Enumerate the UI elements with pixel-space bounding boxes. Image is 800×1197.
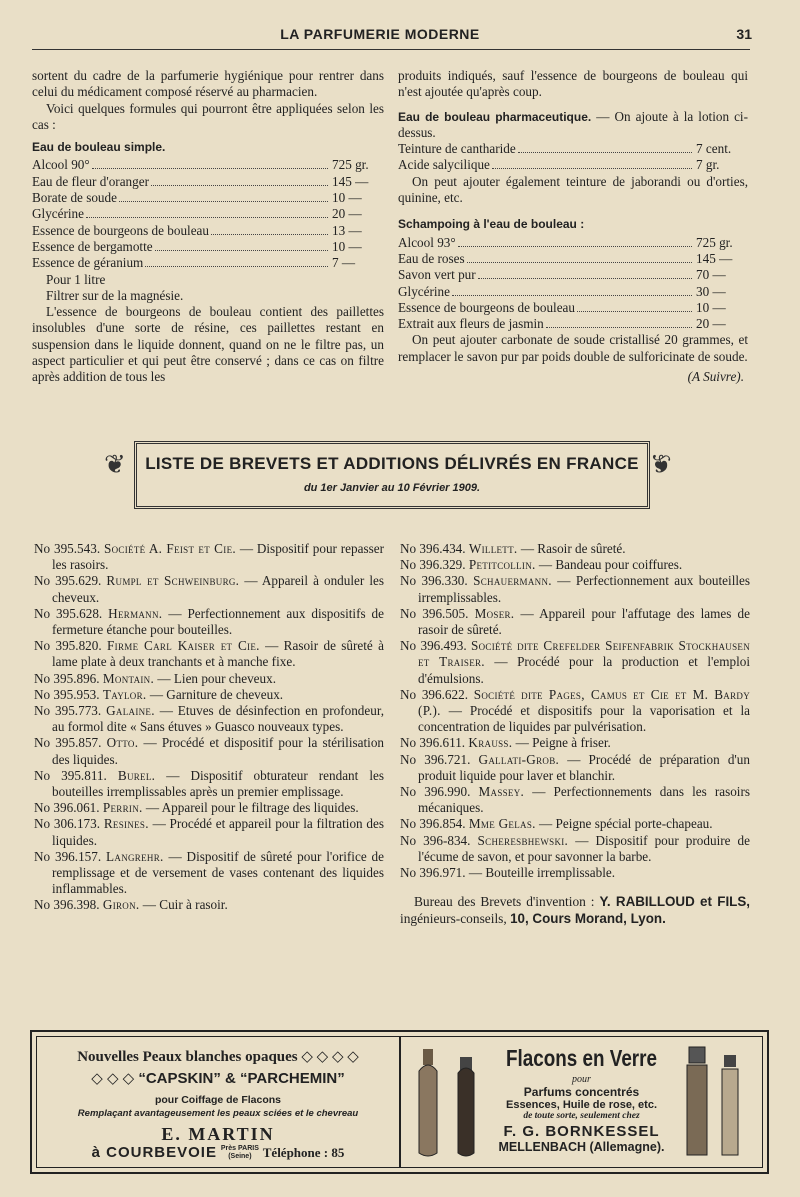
ingredient-name: Acide salycilique <box>398 157 490 173</box>
dot-leader <box>155 250 328 251</box>
patent-entry <box>400 638 750 687</box>
patent-number: No 396.157. <box>34 848 102 864</box>
patent-number: No 395.857. <box>34 735 102 751</box>
patent-number: No 396.330. <box>400 573 468 589</box>
patent-holder: Schauermann. <box>473 573 552 589</box>
patent-holder: Société dite Crefelder Seifenfabrik Stockhausen et Traiser. <box>418 638 750 670</box>
recipe-yield: Pour 1 litre <box>46 271 106 287</box>
patent-holder: Taylor. <box>102 686 147 702</box>
simple-recipe-row <box>32 206 384 222</box>
patent-holder: Krauss. <box>468 735 513 751</box>
patent-number: No 396.434. <box>400 541 466 556</box>
shampoo-recipe-row <box>398 251 748 267</box>
ingredient-quantity: 70 — <box>696 267 726 283</box>
patent-number: No 396.622. <box>400 686 468 702</box>
patent-holder: Société dite Pages, Camus et Cie et M. Bardy (P.). <box>418 686 750 719</box>
banner-title: LISTE DE BREVETS ET ADDITIONS DÉLIVRÉS EN FRANCE <box>145 454 639 473</box>
simple-recipe-row <box>32 174 384 190</box>
ingredient-name: Glycérine <box>32 206 84 222</box>
patent-description: — Procédé et appareil pour la filtration des liquides. <box>52 816 384 848</box>
dot-leader <box>211 234 328 235</box>
pharma-note: On peut ajouter également teinture de jaborandi ou d'orties, quinine, etc. <box>398 173 748 206</box>
patent-entry <box>400 606 750 638</box>
pharma-paragraph <box>398 109 748 142</box>
patent-entry <box>34 816 384 848</box>
patent-description: — Dispositif obturateur rendant les bouteilles irremplissables après un premier emplissage. <box>52 767 384 800</box>
patent-description: — Bouteille irremplissable. <box>468 865 616 881</box>
patent-description: — Procédé de préparation d'un produit liquide pour laver et blanchir. <box>418 751 750 783</box>
ad-bornkessel-pour: pour <box>572 1074 591 1085</box>
dot-leader <box>92 168 328 169</box>
dot-leader <box>86 217 328 218</box>
patent-entry <box>400 541 750 557</box>
ingredient-quantity: 725 gr. <box>696 234 733 250</box>
patent-entry <box>34 735 384 767</box>
dot-leader <box>119 201 328 202</box>
dot-leader <box>458 246 692 247</box>
left-article-column <box>32 68 384 386</box>
ingredient-name: Teinture de cantharide <box>398 141 516 157</box>
patent-description: — Procédé et dispositif pour la stérilisation des liquides. <box>52 735 385 767</box>
header-rule <box>32 49 750 50</box>
left-ornament-icon: ❦ <box>104 450 126 479</box>
patent-description: — Perfectionnements dans les rasoirs mécaniques. <box>418 784 750 816</box>
ingredient-name: Essence de géranium <box>32 255 144 271</box>
patent-entry <box>400 833 750 865</box>
perfume-bottle-small-icon <box>719 1053 741 1159</box>
ad-martin-phone: Téléphone : 85 <box>262 1145 345 1160</box>
perfume-bottle-icon <box>683 1045 711 1159</box>
patent-description: — Rasoir de sûreté. <box>517 541 626 556</box>
shampoo-recipe-row <box>398 316 748 332</box>
bureau-prefix: Bureau des Brevets d'invention : <box>414 894 600 910</box>
ad-bornkessel-parfums: Parfums concentrés <box>523 1085 640 1099</box>
patent-entry <box>34 606 384 638</box>
ingredient-quantity: 20 — <box>696 316 726 332</box>
patent-holder: Gallati-Grob. <box>478 751 560 767</box>
simple-recipe-row <box>32 157 384 173</box>
simple-recipe-row <box>32 190 384 206</box>
patent-number: No 395.811. <box>34 767 107 783</box>
patent-holder: Montain. <box>102 670 155 686</box>
ingredient-quantity: 145 — <box>696 250 733 266</box>
patent-holder: Burel. <box>117 767 156 783</box>
intro-paragraph-2: Voici quelques formules qui pourront être appliquées selon les cas : <box>32 100 384 132</box>
dot-leader <box>467 262 692 263</box>
advertisement-box <box>30 1030 769 1174</box>
patent-entry <box>400 752 750 784</box>
ingredient-name: Essence de bourgeons de bouleau <box>398 299 576 315</box>
patent-entry <box>34 638 384 670</box>
ingredient-name: Alcool 93° <box>398 234 456 250</box>
continued-paragraph: produits indiqués, sauf l'essence de bourgeons de bouleau qui n'est ajoutée qu'après coup. <box>398 68 748 100</box>
ingredient-quantity: 20 — <box>332 206 362 222</box>
patent-description: — Perfectionnement aux bouteilles irremplissables. <box>418 573 751 605</box>
dot-leader <box>478 278 692 279</box>
patent-number: No 395.628. <box>34 605 103 621</box>
patent-entry <box>400 816 750 832</box>
simple-recipe-row <box>32 255 384 271</box>
patent-entry <box>400 735 750 751</box>
patent-number: No 395.543. <box>34 541 101 556</box>
shampoo-recipe-row <box>398 300 748 316</box>
patent-holder: Perrin. <box>102 800 143 816</box>
patent-holder: Galaine. <box>106 703 155 719</box>
bureau-address: 10, Cours Morand, Lyon. <box>510 911 666 927</box>
patent-entry <box>34 897 384 913</box>
patent-holder: Hermann. <box>108 605 163 621</box>
dot-leader <box>151 185 328 186</box>
patent-holder: Resines. <box>103 816 149 832</box>
ad-martin-line3: pour Coiffage de Flacons <box>154 1094 281 1106</box>
patent-number: No 396.505. <box>400 605 469 621</box>
ad-martin <box>37 1037 399 1167</box>
patent-description: — Etuves de désinfection en profondeur, au formol dite « Sans étuves » Guasco nouveaux types. <box>52 703 384 735</box>
patent-number: No 396.061. <box>34 800 100 816</box>
vial-icon <box>453 1055 479 1159</box>
patent-description: — Garniture de cheveux. <box>146 686 284 702</box>
patent-entry <box>34 541 384 573</box>
patent-description: — Dispositif pour repasser les rasoirs. <box>52 541 384 573</box>
patent-description: — Appareil pour l'affutage des lames de rasoir de sûreté. <box>418 605 750 638</box>
patent-entry <box>34 849 384 898</box>
patent-holder: Massey. <box>478 784 525 800</box>
patent-holder: Giron. <box>102 897 140 913</box>
patent-description: — Appareil pour le filtrage des liquides. <box>142 800 359 816</box>
patent-entry <box>34 671 384 687</box>
ingredient-name: Savon vert pur <box>398 267 476 283</box>
advertisement-inner-frame <box>36 1036 763 1168</box>
patent-description: — Cuir à rasoir. <box>139 897 228 913</box>
patent-description: — Lien pour cheveux. <box>154 670 277 686</box>
to-be-continued: (A Suivre). <box>687 369 744 385</box>
shampoo-recipe-row <box>398 284 748 300</box>
ad-bornkessel-text <box>481 1037 682 1154</box>
pharma-recipe-row <box>398 157 748 173</box>
patent-entry <box>400 573 750 605</box>
patent-number: No 395.896. <box>34 670 100 686</box>
ad-bornkessel-sorte: de toute sorte, seulement chez <box>523 1111 640 1121</box>
patent-number: No 395.629. <box>34 573 102 589</box>
patent-list-banner <box>134 441 650 509</box>
patent-list-left <box>34 541 384 914</box>
ingredient-quantity: 7 gr. <box>696 157 720 173</box>
patent-description: — Dispositif de sûreté pour l'orifice de remplissage et de versement de vases contenant des liquides inflammables. <box>52 848 384 897</box>
patent-list-right <box>400 541 750 927</box>
right-ornament-icon: ❦ <box>650 450 672 479</box>
ingredient-quantity: 10 — <box>332 190 362 206</box>
shampoo-recipe-title: Schampoing à l'eau de bouleau : <box>398 217 585 232</box>
patent-holder: Société A. Feist et Cie. <box>104 541 236 556</box>
ingredient-name: Eau de roses <box>398 250 465 266</box>
dot-leader <box>452 295 692 296</box>
patent-number: No 396.611. <box>400 735 466 751</box>
patent-entry <box>34 768 384 800</box>
patent-description: — Perfectionnement aux dispositifs de fermeture étanche pour bouteilles. <box>52 605 384 638</box>
ingredient-name: Essence de bourgeons de bouleau <box>32 222 210 238</box>
patent-entry <box>400 865 750 881</box>
ingredient-name: Eau de fleur d'oranger <box>32 173 149 189</box>
patent-description: — Peigne spécial porte-chapeau. <box>535 816 713 832</box>
shampoo-recipe-list <box>398 235 748 333</box>
patent-description: — Appareil à onduler les cheveux. <box>52 573 384 605</box>
ingredient-quantity: 10 — <box>332 238 362 254</box>
running-header <box>20 26 752 46</box>
patent-number: No 396.854. <box>400 816 466 832</box>
ad-martin-line2: ◇ ◇ ◇ “CAPSKIN” & “PARCHEMIN” <box>91 1070 345 1087</box>
ad-martin-line1: Nouvelles Peaux blanches opaques ◇ ◇ ◇ ◇ <box>77 1049 359 1065</box>
pharma-recipe-title: Eau de bouleau pharmaceutique. <box>398 109 592 124</box>
patent-entry <box>34 573 384 605</box>
intro-paragraph-1: sortent du cadre de la parfumerie hygiénique pour rentrer dans celui du médicament composé réservé au pharmacien. <box>32 68 384 100</box>
ingredient-quantity: 10 — <box>696 299 726 315</box>
patent-entry <box>400 687 750 736</box>
patent-entry <box>34 703 384 735</box>
patent-description: — Procédé pour la production et l'emploi d'émulsions. <box>418 654 750 686</box>
simple-recipe-list <box>32 157 384 271</box>
dot-leader <box>577 311 692 312</box>
ingredient-quantity: 145 — <box>332 173 369 189</box>
ad-bornkessel-city: MELLENBACH (Allemagne). <box>498 1140 665 1154</box>
ad-martin-name: E. MARTIN <box>161 1124 275 1144</box>
patent-description: — Procédé et dispositifs pour la vaporisation et la concentration de liquides par pulvérisation. <box>418 703 750 735</box>
patent-number: No 396.493. <box>400 638 467 654</box>
recipe-filter-note: Filtrer sur de la magnésie. <box>46 287 184 303</box>
dot-leader <box>492 168 692 169</box>
patent-description: — Dispositif pour produire de l'écume de savon, et pour savonner la barbe. <box>418 832 750 864</box>
ingredient-quantity: 725 gr. <box>332 157 369 173</box>
ingredient-quantity: 30 — <box>696 283 726 299</box>
shampoo-recipe-row <box>398 267 748 283</box>
simple-recipe-row <box>32 223 384 239</box>
patent-holder: Firme Carl Kaiser et Cie. <box>107 638 260 654</box>
patent-holder: Rumpl et Schweinburg. <box>106 573 240 589</box>
patent-holder: Moser. <box>474 605 515 621</box>
ingredient-name: Extrait aux fleurs de jasmin <box>398 316 544 332</box>
ad-bornkessel <box>401 1037 762 1167</box>
patent-holder: Mme Gelas. <box>468 816 536 832</box>
ingredient-quantity: 13 — <box>332 222 362 238</box>
ad-bornkessel-headline: Flacons en Verre <box>506 1045 657 1071</box>
bureau-firm: Y. RABILLOUD et FILS, <box>599 894 750 910</box>
patent-holder: Scheresbhewski. <box>477 832 569 848</box>
simple-recipe-title: Eau de bouleau simple. <box>32 140 166 155</box>
right-article-column <box>398 68 748 385</box>
journal-title: LA PARFUMERIE MODERNE <box>280 26 480 42</box>
patent-number: No 396.398. <box>34 897 100 913</box>
ad-martin-address <box>37 1144 399 1161</box>
dot-leader <box>518 152 692 153</box>
ad-bornkessel-company: F. G. BORNKESSEL <box>503 1123 660 1140</box>
patent-description: — Peigne à friser. <box>512 735 611 751</box>
ingredient-quantity: 7 cent. <box>696 141 732 157</box>
patent-holder: Willett. <box>468 541 518 556</box>
pharma-recipe-row <box>398 141 748 157</box>
patent-number: No 396-834. <box>400 832 471 848</box>
patent-number: No 395.953. <box>34 686 100 702</box>
ad-martin-dept: (Seine) <box>228 1153 252 1161</box>
ad-bornkessel-essences: Essences, Huile de rose, etc. <box>505 1099 658 1111</box>
patent-number: No 396.721. <box>400 751 471 767</box>
patent-description: — Bandeau pour coiffures. <box>535 557 683 573</box>
page-number: 31 <box>736 26 752 42</box>
patent-number: No 395.773. <box>34 703 102 719</box>
patent-number: No 396.971. <box>400 865 466 881</box>
ingredient-quantity: 7 — <box>332 255 356 271</box>
pharma-recipe-text: — On ajoute à la lotion ci-dessus. <box>398 108 748 140</box>
ad-martin-near: Près PARIS <box>220 1145 259 1153</box>
dot-leader <box>546 327 692 328</box>
ad-martin-city: à COURBEVOIE <box>91 1144 217 1161</box>
shampoo-note: On peut ajouter carbonate de soude cristallisé 20 grammes, et remplacer le savon pur par poids double de sulforicinate de soude. <box>398 332 748 364</box>
shampoo-recipe-row <box>398 235 748 251</box>
ad-martin-location <box>221 1145 259 1161</box>
banner-subtitle: du 1er Janvier au 10 Février 1909. <box>303 482 481 494</box>
patent-bureau-note <box>400 893 750 927</box>
ingredient-name: Alcool 90° <box>32 157 90 173</box>
patent-number: No 396.990. <box>400 784 471 800</box>
patent-number: No 396.329. <box>400 557 466 573</box>
patent-number: No 306.173. <box>34 816 101 832</box>
patent-entry <box>400 784 750 816</box>
resin-paragraph: L'essence de bourgeons de bouleau contient des paillettes insolubles d'une sorte de résine, ces paillettes restant en suspension dans le liquide donnent, quand on ne le filtre pas, un aspect particulier et qui peut être conservé ; dans ce cas on filtre après addition de tous les <box>32 304 384 385</box>
patent-holder: Langrehr. <box>106 848 164 864</box>
patent-number: No 395.820. <box>34 638 102 654</box>
patent-description: — Rasoir de sûreté à lame plate à deux tranchants et à manche fixe. <box>52 638 385 670</box>
patent-entry <box>400 557 750 573</box>
bureau-role: ingénieurs-conseils, <box>400 911 511 927</box>
ingredient-name: Borate de soude <box>32 190 117 206</box>
ingredient-name: Glycérine <box>398 283 450 299</box>
pharma-recipe-list <box>398 141 748 174</box>
ingredient-name: Essence de bergamotte <box>32 238 153 254</box>
flask-icon <box>413 1047 443 1159</box>
patent-holder: Petitcollin. <box>468 557 536 573</box>
simple-recipe-row <box>32 239 384 255</box>
ad-martin-line4: Remplaçant avantageusement les peaux sciées et le chevreau <box>77 1108 359 1119</box>
patent-entry <box>34 687 384 703</box>
patent-holder: Otto. <box>106 735 139 751</box>
dot-leader <box>145 266 328 267</box>
patent-entry <box>34 800 384 816</box>
